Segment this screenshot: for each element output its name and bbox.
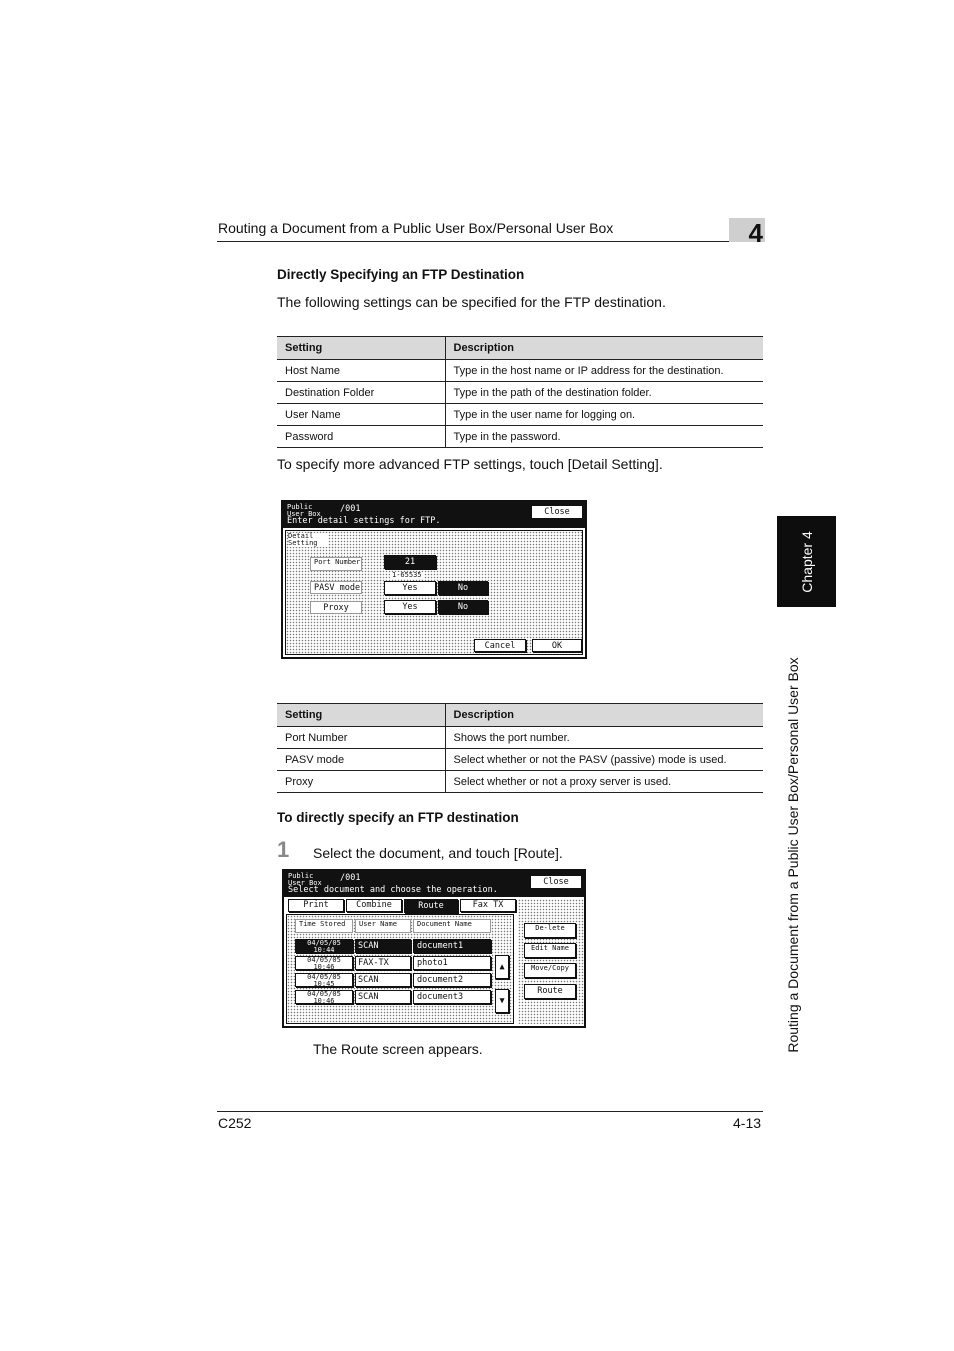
tab-route[interactable]: Route [404, 899, 458, 913]
time-stored-cell: 04/05/05 10:46 [295, 990, 353, 1004]
section-heading-procedure: To directly specify an FTP destination [277, 810, 519, 825]
setting-cell: Port Number [277, 727, 445, 749]
description-cell: Shows the port number. [445, 727, 763, 749]
step-text: Select the document, and touch [Route]. [313, 845, 563, 861]
user-box-document-screen [282, 869, 586, 1028]
table-row[interactable] [295, 939, 491, 953]
setting-cell: Destination Folder [277, 382, 445, 404]
tab-fax-tx[interactable]: Fax TX [460, 899, 516, 912]
footer-page-number: 4-13 [733, 1115, 762, 1131]
table-row[interactable] [295, 973, 491, 987]
table-header-setting: Setting [277, 704, 445, 727]
table-row [277, 382, 763, 404]
detail-setting-area [285, 530, 583, 655]
time-stored-cell: 04/05/05 10:46 [295, 956, 353, 970]
detail-setting-label: Detail Setting [288, 533, 328, 547]
scroll-down-button[interactable] [495, 989, 509, 1013]
proxy-no-button[interactable]: No [438, 600, 488, 614]
chapter-number: 4 [748, 218, 763, 248]
description-cell: Type in the path of the destination folder. [445, 382, 763, 404]
setting-cell: Host Name [277, 360, 445, 382]
port-number-label: Port Number [310, 557, 362, 571]
screen-instruction: Select document and choose the operation. [288, 885, 498, 895]
description-cell: Select whether or not the PASV (passive) mode is used. [445, 749, 763, 771]
screen-title-bar [283, 502, 585, 528]
column-time-stored[interactable]: Time Stored [295, 919, 353, 933]
proxy-label: Proxy [310, 601, 362, 614]
document-name-cell: document3 [413, 990, 491, 1004]
cancel-button[interactable]: Cancel [474, 639, 526, 652]
setting-cell: PASV mode [277, 749, 445, 771]
table-row[interactable] [295, 956, 491, 970]
section-heading-ftp-destination: Directly Specifying an FTP Destination [277, 267, 525, 282]
arrow-down-icon: ▼ [499, 996, 505, 1006]
delete-button[interactable]: De-lete [524, 923, 576, 938]
document-name-cell: document1 [413, 939, 491, 953]
table-row [277, 360, 763, 382]
edit-name-button[interactable]: Edit Name [524, 943, 576, 958]
document-name-cell: photo1 [413, 956, 491, 970]
table-header-setting: Setting [277, 337, 445, 360]
time-stored-cell: 04/05/05 10:44 [295, 939, 353, 953]
table-row [277, 727, 763, 749]
chapter-side-label: Chapter 4 [798, 530, 815, 593]
setting-cell: Password [277, 426, 445, 448]
table-row[interactable] [295, 990, 491, 1004]
description-cell: Select whether or not a proxy server is used. [445, 771, 763, 793]
box-id: /001 [340, 504, 361, 514]
screen-instruction: Enter detail settings for FTP. [287, 516, 441, 526]
route-button[interactable]: Route [524, 984, 576, 999]
description-cell: Type in the host name or IP address for the destination. [445, 360, 763, 382]
pasv-mode-label: PASV mode [310, 581, 362, 594]
time-stored-cell: 04/05/05 10:45 [295, 973, 353, 987]
arrow-up-icon: ▲ [499, 962, 505, 972]
pasv-yes-button[interactable]: Yes [384, 581, 436, 595]
user-name-cell: SCAN [355, 939, 411, 953]
public-user-box-label: Public User Box [287, 503, 321, 518]
screen-title-bar [284, 871, 584, 897]
detail-settings-table [277, 703, 763, 793]
table-row [277, 749, 763, 771]
public-user-box-label: Public User Box [288, 872, 322, 887]
section-side-label: Routing a Document from a Public User Box/Personal User Box [785, 657, 801, 1053]
pasv-no-button[interactable]: No [438, 581, 488, 595]
section-intro: The following settings can be specified for the FTP destination. [277, 294, 666, 310]
table-row [277, 426, 763, 448]
port-range-hint: 1-65535 [392, 571, 422, 579]
ok-button[interactable]: OK [532, 639, 582, 652]
document-name-cell: document2 [413, 973, 491, 987]
advanced-settings-text: To specify more advanced FTP settings, touch [Detail Setting]. [277, 456, 663, 472]
user-name-cell: SCAN [355, 973, 411, 987]
description-cell: Type in the user name for logging on. [445, 404, 763, 426]
port-number-field[interactable]: 21 [384, 555, 436, 569]
table-row [277, 771, 763, 793]
close-button[interactable]: Close [530, 875, 582, 889]
tab-print[interactable]: Print [288, 899, 344, 912]
ftp-settings-table [277, 336, 763, 448]
running-header-title: Routing a Document from a Public User Box/Personal User Box [218, 220, 614, 236]
setting-cell: Proxy [277, 771, 445, 793]
column-user-name: User Name [355, 919, 411, 933]
table-header-description: Description [445, 337, 763, 360]
scroll-up-button[interactable] [495, 955, 509, 979]
footer-model: C252 [218, 1115, 252, 1131]
move-copy-button[interactable]: Move/Copy [524, 963, 576, 978]
description-cell: Type in the password. [445, 426, 763, 448]
box-id: /001 [340, 873, 361, 883]
header-rule [217, 241, 763, 242]
setting-cell: User Name [277, 404, 445, 426]
table-row [277, 404, 763, 426]
table-header-description: Description [445, 704, 763, 727]
pattern-area [518, 899, 584, 1024]
document-list [286, 914, 514, 1024]
chapter-side-tab [777, 516, 836, 607]
user-name-cell: FAX-TX [355, 956, 411, 970]
result-text: The Route screen appears. [313, 1041, 483, 1057]
column-document-name: Document Name [413, 919, 491, 933]
detail-setting-screen [281, 500, 587, 659]
step-number: 1 [277, 837, 290, 862]
footer-rule [217, 1111, 763, 1112]
close-button[interactable]: Close [531, 505, 583, 519]
tab-combine[interactable]: Combine [346, 899, 402, 912]
proxy-yes-button[interactable]: Yes [384, 600, 436, 614]
user-name-cell: SCAN [355, 990, 411, 1004]
